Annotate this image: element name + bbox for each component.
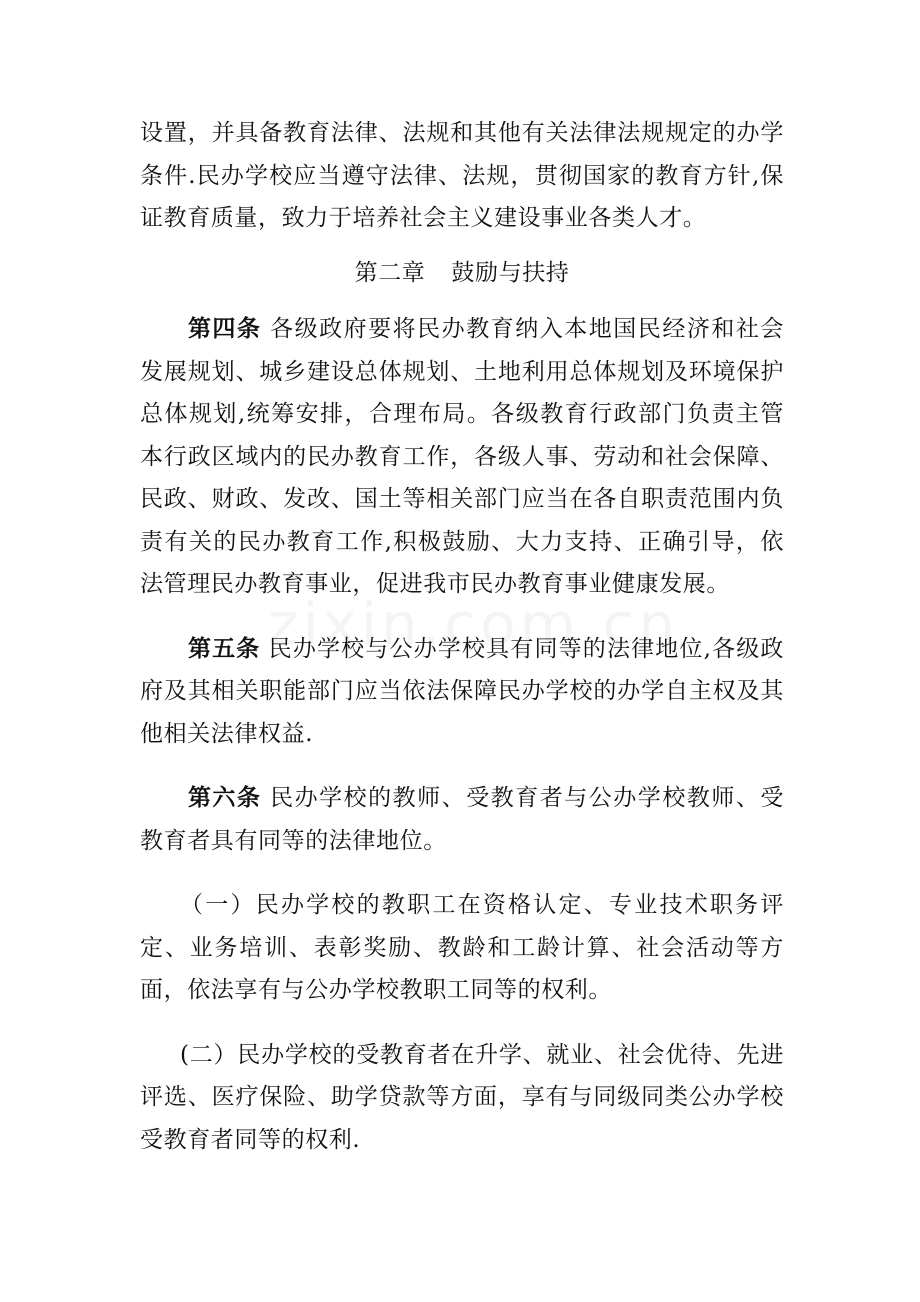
continuation-paragraph: 设置，并具备教育法律、法规和其他有关法律法规规定的办学条件.民办学校应当遵守法律、法规，贯彻国家的教育方针,保证教育质量，致力于培养社会主义建设事业各类人才。 [140,120,784,231]
article-paragraph [140,777,784,862]
chapter-number: 第二章 [354,259,426,286]
article-label: 第六条 [188,785,262,811]
list-item: （一）民办学校的教职工在资格认定、专业技术职务评定、业务培训、表彰奖励、教龄和工龄计算、社会活动等方面，依法享有与公办学校教职工同等的权利。 [140,892,784,1003]
article-paragraph [140,308,784,606]
list-item: (二）民办学校的受教育者在升学、就业、社会优待、先进评选、医疗保险、助学贷款等方面，享有与同级同类公办学校受教育者同等的权利. [140,1041,784,1153]
article-paragraph [140,628,784,756]
article-label: 第五条 [188,635,261,662]
article-text: 民办学校与公办学校具有同等的法律地位,各级政府及其相关职能部门应当依法保障民办学校的办学自主权及其他相关法律权益. [140,635,784,747]
article-label: 第四条 [188,316,262,342]
document-page [140,112,784,1161]
article-text: 各级政府要将民办教育纳入本地国民经济和社会发展规划、城乡建设总体规划、土地利用总体规划及环境保护总体规划,统筹安排，合理布局。各级教育行政部门负责主管本行政区域内的民办教育工作，各级人事、劳动和社会保障、民政、财政、发改、国土等相关部门应当在各自职责范围内负责有关的民办教育工作,积极鼓励、大力支持、正确引导，依法管理民办教育事业，促进我市民办教育事业健康发展。 [140,316,784,597]
chapter-title: 鼓励与扶持 [451,259,570,286]
chapter-heading [140,252,784,295]
article-text: 民办学校的教师、受教育者与公办学校教师、受教育者具有同等的法律地位。 [140,785,784,854]
